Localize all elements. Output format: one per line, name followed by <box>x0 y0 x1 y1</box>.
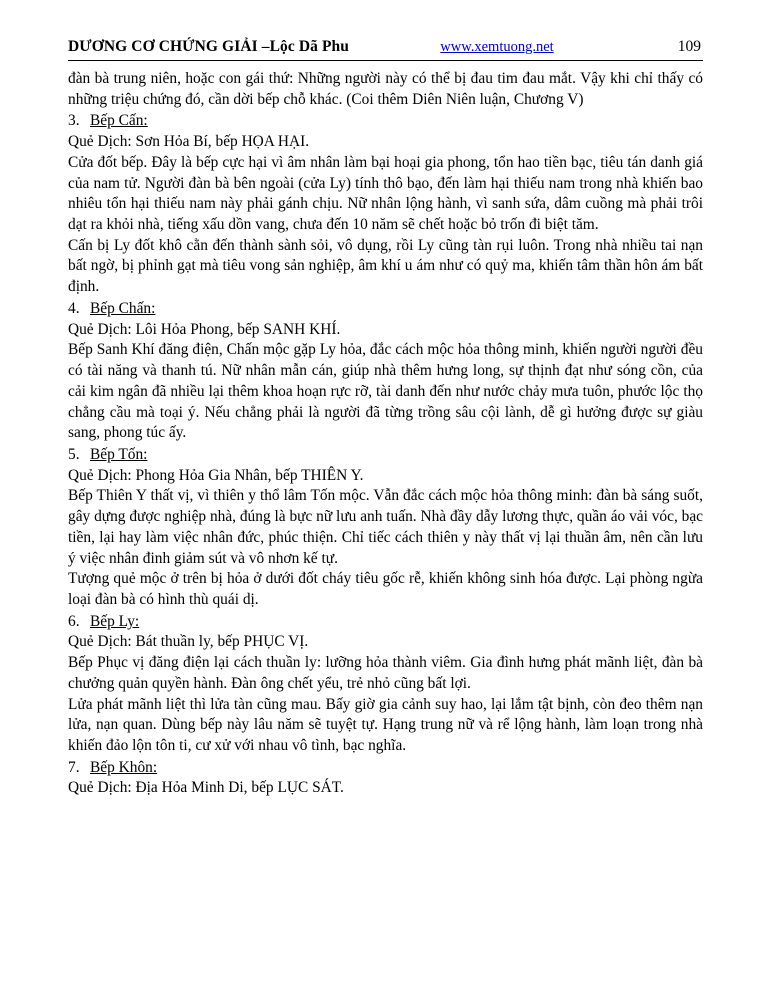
section-4-paragraph-2: Bếp Sanh Khí đăng điện, Chấn mộc gặp Ly hỏa, đắc cách mộc hỏa thông minh, khiến người người đều có tài năng và thanh tú. Nữ nhân mẫn cán, giúp nhà thêm hưng long, sự thịnh đạt như sóng cồn, của cải kim ngân đã nhiều lại thêm khoa hoạn rực rỡ, tài danh đến như nước chảy mưa tuôn, phước lộc thọ chẳng cầu mà toại ý. Nếu chẳng phải là người đã từng trồng sâu cội lành, dễ gì hưởng được sự giàu sang, phong túc ấy. <box>68 341 703 442</box>
header-divider <box>68 60 703 61</box>
section-label: Bếp Cấn: <box>90 112 148 130</box>
section-6-paragraph-1: Quẻ Dịch: Bát thuần ly, bếp PHỤC VỊ. <box>68 633 309 651</box>
page-header <box>68 38 703 56</box>
page-content <box>68 69 703 799</box>
section-4-paragraph-1: Quẻ Dịch: Lôi Hỏa Phong, bếp SANH KHÍ. <box>68 320 341 338</box>
section-5-paragraph-2: Bếp Thiên Y thất vị, vì thiên y thổ lâm Tốn mộc. Vẫn đắc cách mộc hỏa thông minh: đàn bà sáng suốt, gây dựng được nghiệp nhà, đúng là bực nữ lưu anh tuấn. Nhà đầy dẫy lương thực, quần áo vải vóc, bạc tiền, lại hay làm việc nhân đức, phúc thiện. Chỉ tiếc cách thiên y này thất vị lại thuần âm, nên cần lưu ý việc nhân đinh giảm sút và vô nhơn kế tự. <box>68 487 703 567</box>
section-number: 3. <box>68 112 80 130</box>
section-3-paragraph-3: Cấn bị Ly đốt khô cằn đến thành sành sỏi, vô dụng, rồi Ly cũng tàn rụi luôn. Trong nhà nhiều tai nạn bất ngờ, bị phỉnh gạt mà tiêu vong sản nghiệp, âm khí u ám như có quỷ ma, khiến tâm thần hôn ám bất định. <box>68 236 703 296</box>
section-3-paragraph-2: Cửa đốt bếp. Đây là bếp cực hại vì âm nhân làm bại hoại gia phong, tổn hao tiền bạc, tiêu tán danh giá của nam tử. Người đàn bà bên ngoài (cửa Ly) tính thô bạo, đến làm hại thiếu nam trong nhà khiến bao nhiêu tổn hại thiếu nam này phải gánh chịu. Nữ nhân lộng hành, vì sanh sứa, dâm cuồng mà phải trôi dạt ra khỏi nhà, tiếng xấu dồn vang, chưa đến 10 năm sẽ chết hoặc bỏ trốn đi biệt tăm. <box>68 153 703 234</box>
section-heading-7 <box>68 758 703 779</box>
page-number: 109 <box>677 38 701 55</box>
section-7-paragraph-1: Quẻ Dịch: Địa Hỏa Minh Di, bếp LỤC SÁT. <box>68 779 344 797</box>
section-label: Bếp Chấn: <box>90 299 156 317</box>
section-heading-6 <box>68 612 703 633</box>
section-heading-5 <box>68 445 703 466</box>
section-label: Bếp Tốn: <box>90 445 148 463</box>
section-heading-4 <box>68 299 703 320</box>
section-6-paragraph-2: Bếp Phục vị đăng điện lại cách thuần ly: lưỡng hỏa thành viêm. Gia đình hưng phát mãnh liệt, đàn bà chưởng quản quyền hành. Đàn ông chết yểu, trẻ nhỏ cũng bất lợi. <box>68 654 703 692</box>
section-3-paragraph-1: Quẻ Dịch: Sơn Hỏa Bí, bếp HỌA HẠI. <box>68 133 310 151</box>
document-title: DƯƠNG CƠ CHỨNG GIẢI –Lộc Dã Phu <box>68 38 349 55</box>
section-number: 5. <box>68 445 80 463</box>
section-5-paragraph-1: Quẻ Dịch: Phong Hỏa Gia Nhân, bếp THIÊN Y. <box>68 466 364 484</box>
section-6-paragraph-3: Lửa phát mãnh liệt thì lửa tàn cũng mau. Bấy giờ gia cảnh suy hao, lại lắm tật bịnh, còn đeo thêm nạn lửa, nạn quan. Dùng bếp này lâu năm sẽ tuyệt tự. Hạng trung nữ và rể lộng hành, làm loạn trong nhà khiến đảo lộn tôn ti, cư xử với nhau vô tình, bạc nghĩa. <box>68 695 703 754</box>
section-number: 4. <box>68 299 80 317</box>
website-url-link[interactable]: www.xemtuong.net <box>440 39 554 55</box>
section-label: Bếp Khôn: <box>90 758 158 776</box>
section-heading-3 <box>68 111 703 132</box>
section-number: 7. <box>68 758 80 776</box>
section-number: 6. <box>68 612 80 630</box>
intro-paragraph: đàn bà trung niên, hoặc con gái thứ: Những người này có thể bị đau tim đau mắt. Vậy khi chỉ thấy có những triệu chứng đó, cần dời bếp chỗ khác. (Coi thêm Diên Niên luận, Chương V) <box>68 70 703 108</box>
section-label: Bếp Ly: <box>90 612 140 630</box>
section-5-paragraph-3: Tượng quẻ mộc ở trên bị hỏa ở dưới đốt cháy tiêu gốc rễ, khiến không sinh hóa được. Lại phòng ngừa loại đàn bà có hình thù quái dị. <box>68 570 703 608</box>
